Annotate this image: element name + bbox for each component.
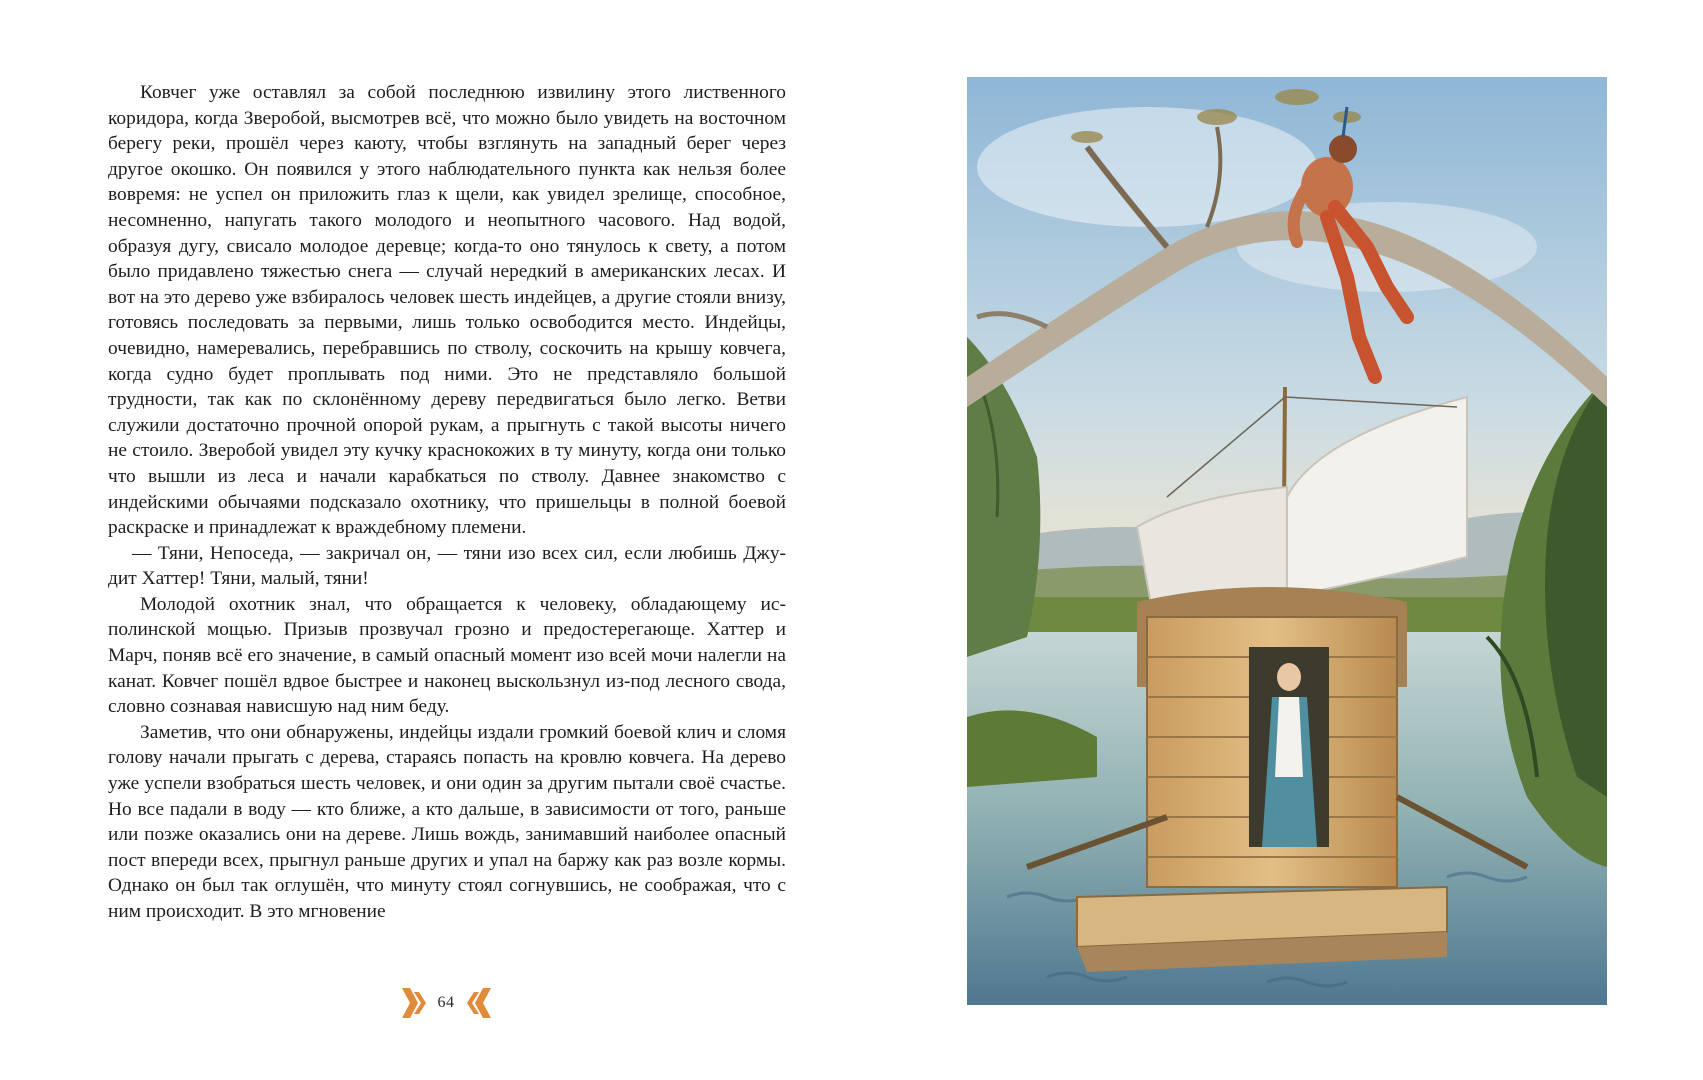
paragraph-4: Заметив, что они обнаружены, индейцы издали громкий боевой клич и сломя голову начали прыгать с дерева, стараясь попасть на кровлю ковчега. На дерево уже успели взобраться шесть человек, и они один за другим пытали своё счастье. Но все падали в воду — кто ближе, а кто дальше, в зависимости от того, раньше или позже оказались они на дереве. Лишь вождь, занимавший наиболее опасный пост впереди всех, прыгнул раньше других и упал на баржу как раз возле кормы. Однако он был так оглушён, что минуту стоял согнувшись, не соображая, что с ним происходит. В это мгновение xyxy=(108,721,786,922)
paragraph-2-dialogue: — Тяни, Непоседа, — закричал он, — тяни изо всех сил, если любишь Джудит Хаттер! Тяни, малый, тяни! xyxy=(108,542,786,590)
ornament-right-icon xyxy=(463,986,493,1020)
page-text xyxy=(108,80,786,925)
page-number-ornament xyxy=(396,983,496,1023)
page-number: 64 xyxy=(437,994,455,1011)
paragraph-3: Молодой охотник знал, что обращается к человеку, обладающему исполинской мощью. Призыв прозвучал грозно и предостерегающе. Хаттер и Марч, поняв всё его значение, в самый опасный момент изо всей мочи налегли на канат. Ковчег пошёл вдвое быстрее и наконец выскользнул из-под лесного свода, словно сознавая нависшую над ним беду. xyxy=(108,593,786,718)
watercolor-illustration xyxy=(967,77,1607,1005)
ornament-left-icon xyxy=(400,986,430,1020)
ark-cabin xyxy=(1137,587,1407,887)
paragraph-1: Ковчег уже оставлял за собой последнюю извилину этого лиственного коридора, когда Зверобой, высмотрев всё, что можно было увидеть на восточном берегу реки, прошёл через каюту, чтобы взглянуть на западный берег через другое окошко. Он появился у этого наблюдательного пункта как нельзя более вовремя: не успел он приложить глаз к щели, как увидел зрелище, способное, несомненно, напугать такого молодого и неопытного часового. Над водой, образуя дугу, свисало молодое деревце; когда-то оно тянулось к свету, а потом было придавлено тяжестью снега — случай нередкий в американских лесах. И вот на это дерево уже взбиралось человек шесть индейцев, а другие стояли внизу, готовясь последовать за первыми, лишь только освободится место. Индейцы, очевидно, намеревались, перебравшись по стволу, соскочить на крышу ковчега, когда судно будет проплывать под ними. Это не представляло большой трудности, так как по склонённому дереву передвигаться было легко. Ветви служили достаточно прочной опорой рукам, а прыгнуть с такой высоты ничего не стоило. Зверобой увидел эту кучку краснокожих в ту минуту, когда они только что вышли из леса и начали карабкаться по стволу. Давнее знакомство с индейскими обычаями подсказало охотнику, что пришельцы в полной боевой раскраске и принадлежат к враждебному племени. xyxy=(108,82,786,539)
